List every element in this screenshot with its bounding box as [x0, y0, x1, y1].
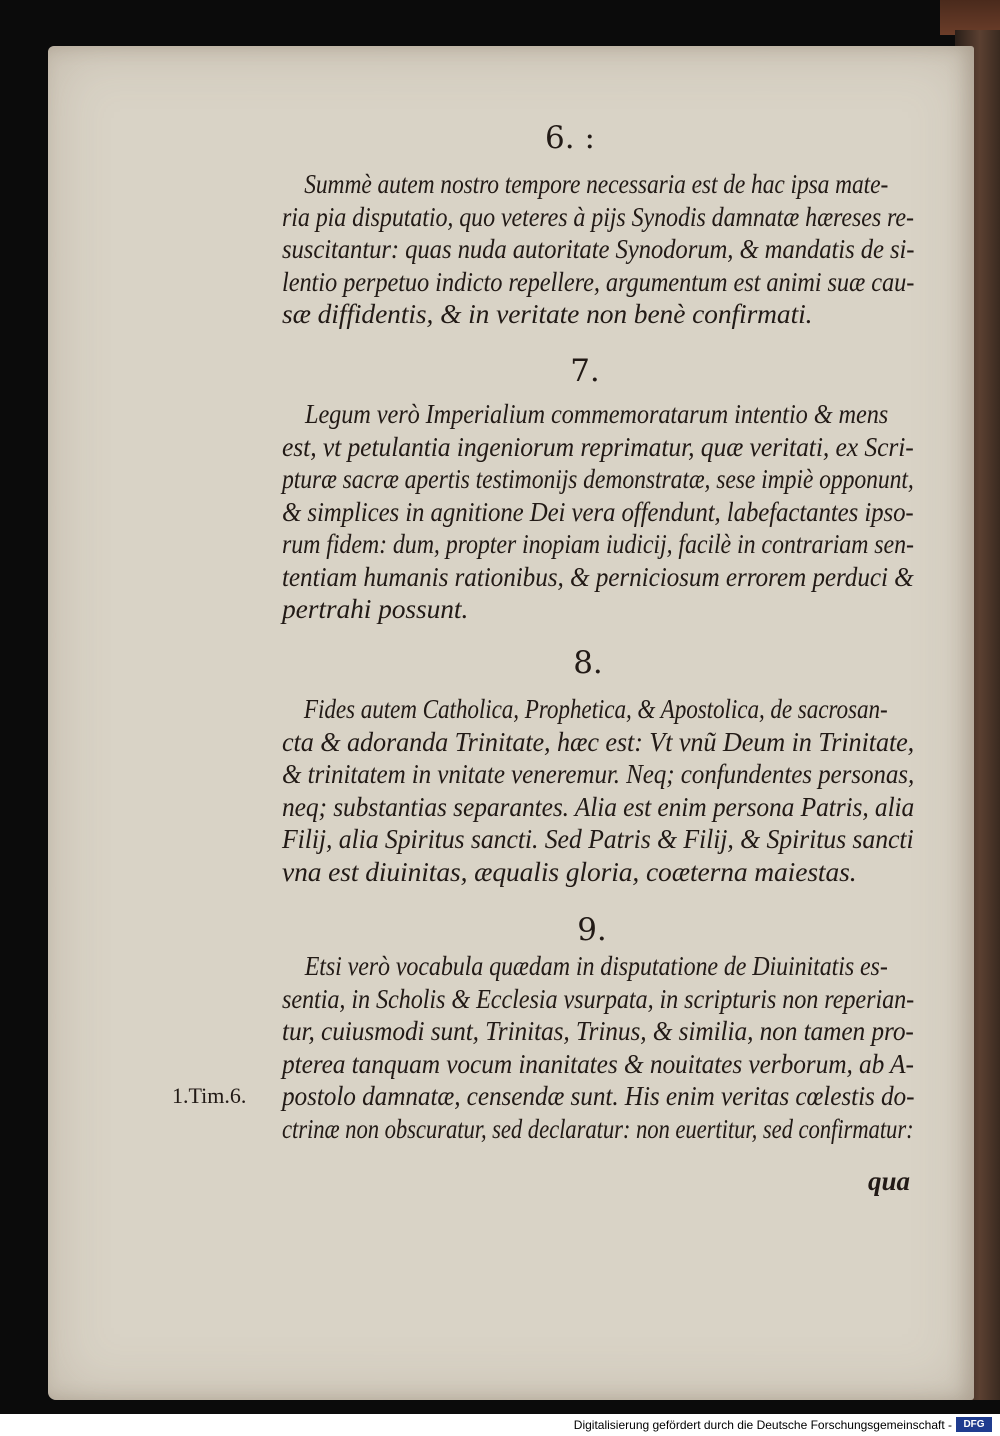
text-line: sentia, in Scholis & Ecclesia vsurpata, in scripturis non reperian- — [282, 982, 915, 1014]
section-9-text — [282, 950, 914, 1145]
margin-reference: 1.Tim.6. — [172, 1083, 247, 1108]
catchword: qua — [868, 1166, 911, 1196]
text-line: suscitantur: quas nuda autoritate Synodorum, & mandatis de si- — [282, 233, 915, 264]
text-line: pterea tanquam vocum inanitates & nouitates verborum, ab A- — [282, 1047, 914, 1079]
section-number-9: 9. — [577, 912, 607, 948]
section-7-text — [282, 398, 914, 626]
footer-credit: Digitalisierung gefördert durch die Deutsche Forschungsgemeinschaft - — [573, 1418, 952, 1432]
section-number-8: 8. — [573, 645, 603, 681]
text-line: ria pia disputatio, quo veteres à pijs Synodis damnatæ hæreses re- — [282, 200, 914, 232]
text-line: cta & adoranda Trinitate, hæc est: Vt vnũ Deum in Trinitate, — [282, 725, 915, 757]
text-line: pturæ sacræ apertis testimonijs demonstratæ, sese impiè opponunt, — [282, 463, 914, 494]
text-line: lentio perpetuo indicto repellere, argumentum est animi suæ cau- — [282, 265, 915, 297]
text-line: Legum verò Imperialium commemoratarum intentio & mens — [305, 398, 889, 429]
text-line: rum fidem: dum, propter inopiam iudicij, facilè in contrariam sen- — [282, 528, 914, 559]
text-line: Summè autem nostro tempore necessaria est de hac ipsa mate- — [304, 168, 889, 199]
text-line: tur, cuiusmodi sunt, Trinitas, Trinus, & similia, non tamen pro- — [282, 1015, 914, 1046]
text-line: ctrinæ non obscuratur, sed declaratur: non euertitur, sed confirmatur: — [282, 1112, 914, 1144]
text-line: sæ diffidentis, & in veritate non benè confirmati. — [282, 298, 813, 329]
text-line: est, vt petulantia ingeniorum reprimatur, quæ veritati, ex Scri- — [282, 430, 914, 462]
text-line: & trinitatem in vnitate veneremur. Neq; confundentes personas, — [282, 758, 915, 789]
text-line: vna est diuinitas, æqualis gloria, coæterna maiestas. — [282, 855, 857, 887]
text-line: Filij, alia Spiritus sancti. Sed Patris & Filij, & Spiritus sancti — [282, 823, 914, 854]
section-number-6: 6. : — [545, 120, 595, 156]
dfg-logo-icon: DFG — [956, 1417, 992, 1432]
text-line: Fides autem Catholica, Prophetica, & Apostolica, de sacrosan- — [303, 693, 888, 724]
text-line: pertrahi possunt. — [282, 593, 469, 624]
section-6-text — [282, 168, 914, 331]
text-line: neq; substantias separantes. Alia est enim persona Patris, alia — [282, 790, 915, 822]
section-number-7: 7. — [570, 353, 600, 389]
text-line: tentiam humanis rationibus, & perniciosum errorem perduci & — [282, 560, 914, 592]
text-line: Etsi verò vocabula quædam in disputatione de Diuinitatis es- — [304, 950, 888, 981]
text-line: postolo damnatæ, censendæ sunt. His enim veritas cœlestis do- — [282, 1080, 915, 1111]
section-8-text — [282, 693, 914, 888]
text-line: & simplices in agnitione Dei vera offendunt, labefactantes ipso- — [282, 495, 914, 527]
